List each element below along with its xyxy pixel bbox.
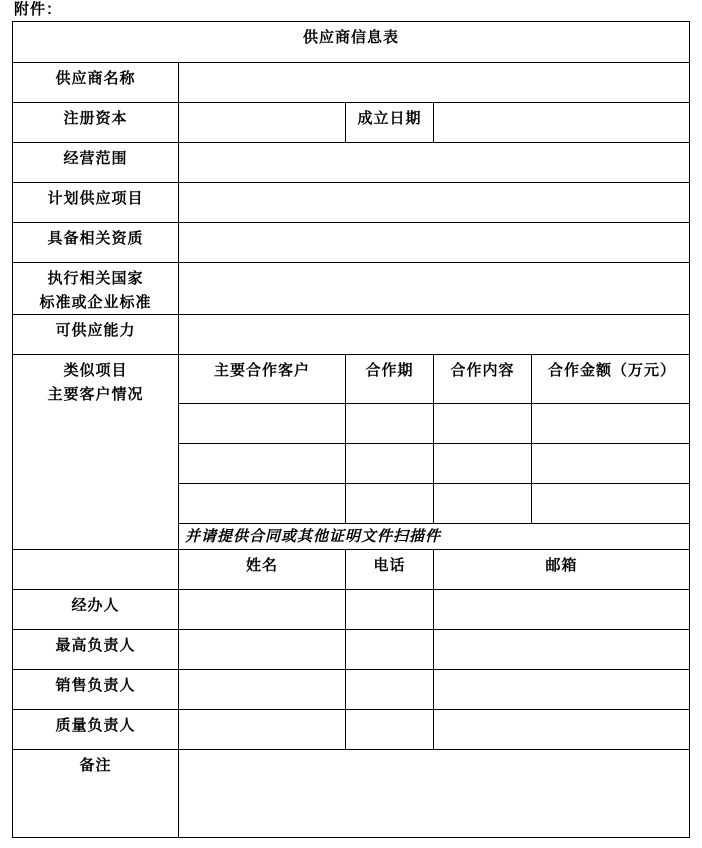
contact-header-blank <box>13 550 179 590</box>
client-cell-content[interactable] <box>434 404 532 444</box>
period-header: 合作期 <box>346 355 434 404</box>
contact-email-field[interactable] <box>434 630 690 670</box>
client-cell-amount[interactable] <box>532 444 690 484</box>
main-client-header: 主要合作客户 <box>179 355 346 404</box>
standards-label <box>13 263 179 315</box>
established-date-field[interactable] <box>434 103 690 143</box>
contact-phone-field[interactable] <box>346 710 434 750</box>
contact-phone-field[interactable] <box>346 590 434 630</box>
contact-name-field[interactable] <box>179 710 346 750</box>
contact-row <box>13 710 690 750</box>
contact-name-field[interactable] <box>179 630 346 670</box>
contact-name-field[interactable] <box>179 670 346 710</box>
contact-role-label: 最高负责人 <box>13 630 179 670</box>
established-date-label: 成立日期 <box>346 103 434 143</box>
standards-label-line1: 执行相关国家 <box>47 269 144 287</box>
planned-supply-items-field[interactable] <box>179 183 690 223</box>
client-cell-period[interactable] <box>346 484 434 524</box>
supplier-name-label: 供应商名称 <box>13 63 179 103</box>
contact-role-label: 销售负责人 <box>13 670 179 710</box>
standards-label-line2: 标准或企业标准 <box>39 293 152 311</box>
contact-phone-field[interactable] <box>346 630 434 670</box>
contact-row <box>13 670 690 710</box>
contract-note: 并请提供合同或其他证明文件扫描件 <box>179 524 690 550</box>
similar-projects-line2: 主要客户情况 <box>47 385 144 403</box>
registered-capital-label: 注册资本 <box>13 103 179 143</box>
client-cell-name[interactable] <box>179 484 346 524</box>
contact-email-field[interactable] <box>434 710 690 750</box>
supplier-name-field[interactable] <box>179 63 690 103</box>
contact-email-header: 邮箱 <box>434 550 690 590</box>
client-cell-period[interactable] <box>346 404 434 444</box>
contact-name-field[interactable] <box>179 590 346 630</box>
qualifications-label: 具备相关资质 <box>13 223 179 263</box>
standards-field[interactable] <box>179 263 690 315</box>
attachment-label: 附件： <box>14 0 63 18</box>
qualifications-field[interactable] <box>179 223 690 263</box>
client-cell-amount[interactable] <box>532 404 690 444</box>
supplier-info-table <box>12 21 690 838</box>
contact-phone-field[interactable] <box>346 670 434 710</box>
supply-capacity-field[interactable] <box>179 315 690 355</box>
table-title: 供应商信息表 <box>13 22 690 63</box>
remarks-label: 备注 <box>13 750 179 838</box>
similar-projects-line1: 类似项目 <box>63 361 128 379</box>
contact-row <box>13 630 690 670</box>
registered-capital-field[interactable] <box>179 103 346 143</box>
contact-role-label: 经办人 <box>13 590 179 630</box>
contact-role-label: 质量负责人 <box>13 710 179 750</box>
contact-email-field[interactable] <box>434 590 690 630</box>
supply-capacity-label: 可供应能力 <box>13 315 179 355</box>
client-cell-period[interactable] <box>346 444 434 484</box>
client-cell-amount[interactable] <box>532 484 690 524</box>
client-cell-content[interactable] <box>434 484 532 524</box>
business-scope-field[interactable] <box>179 143 690 183</box>
contact-name-header: 姓名 <box>179 550 346 590</box>
contact-email-field[interactable] <box>434 670 690 710</box>
contact-row <box>13 590 690 630</box>
amount-header: 合作金额（万元） <box>532 355 690 404</box>
business-scope-label: 经营范围 <box>13 143 179 183</box>
planned-supply-items-label: 计划供应项目 <box>13 183 179 223</box>
client-cell-content[interactable] <box>434 444 532 484</box>
remarks-field[interactable] <box>179 750 690 838</box>
client-cell-name[interactable] <box>179 444 346 484</box>
content-header: 合作内容 <box>434 355 532 404</box>
similar-projects-label <box>13 355 179 550</box>
client-cell-name[interactable] <box>179 404 346 444</box>
contact-phone-header: 电话 <box>346 550 434 590</box>
